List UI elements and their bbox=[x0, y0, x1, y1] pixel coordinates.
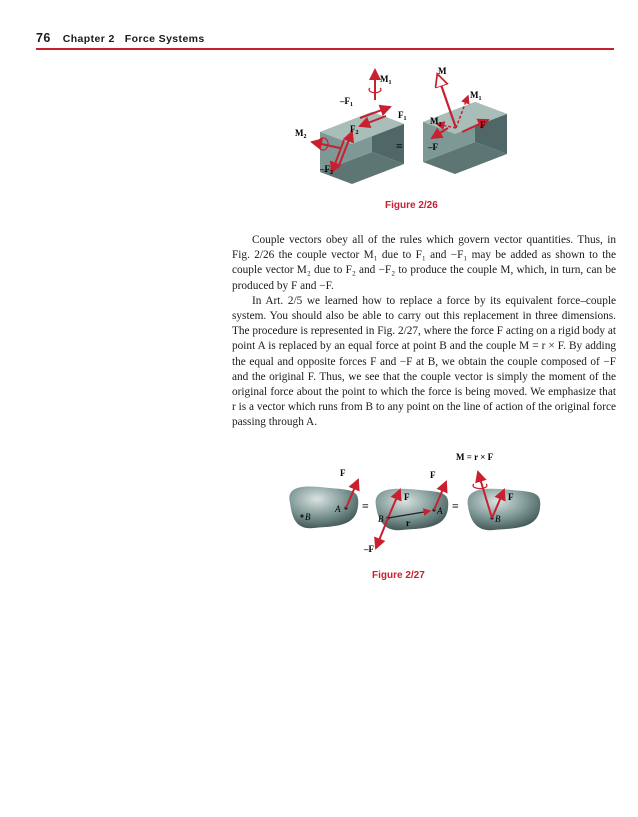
label-m: M bbox=[438, 66, 447, 76]
point-b1 bbox=[300, 514, 303, 517]
equiv-sign: ≡ bbox=[396, 139, 403, 153]
label-f-mid: F bbox=[404, 492, 410, 502]
paragraph-1: Couple vectors obey all of the rules which govern vector quantities. Thus, in Fig. 2/26 the couple vector M₁ due to F₁ and −F₁ may be added as shown to the couple vector M₂ due to F₂ and −F₂ to produce the couple M, which, in turn, can be produced by F and −F. bbox=[232, 234, 616, 292]
label-neg-f: –F bbox=[428, 142, 438, 152]
label-m1: $M_1$ bbox=[380, 74, 392, 86]
chapter-label: Chapter 2 bbox=[62, 33, 115, 45]
label-f-3: F bbox=[508, 492, 514, 502]
label-neg-f-27: –F bbox=[364, 544, 374, 554]
label-r: r bbox=[406, 518, 410, 528]
label-m2: $M_2$ bbox=[295, 128, 307, 140]
equiv-sign-1: ≡ bbox=[362, 499, 369, 513]
label-f2: $F_2$ bbox=[350, 124, 359, 136]
figure-2-27-caption: Figure 2/27 bbox=[372, 570, 425, 581]
rigid-body-1 bbox=[289, 487, 358, 529]
paragraph-2: In Art. 2/5 we learned how to replace a force by its equivalent force–couple system. You should also be able to carry out this replacement in three dimensions. The procedure is represented in Fig. 2/27, where the force F acting on a rigid body at point A is replaced by an equal force at point B and the couple M = r × F. By adding the equal and opposite forces F and −F at B, we obtain the couple composed of −F and the original F. Thus, we see that the couple vector is simply the moment of the original force about the point to which the force is being moved. We emphasize that r is a vector which runs from B to any point on the line of action of the original force passing through A. bbox=[232, 294, 616, 429]
body-text bbox=[232, 233, 616, 431]
label-right-m2: $M_2$ bbox=[430, 116, 442, 128]
label-m-equals-r-cross-f: M = r × F bbox=[456, 452, 494, 462]
label-a-1: A bbox=[335, 504, 341, 514]
page-number: 76 bbox=[36, 31, 51, 45]
label-b-3: B bbox=[495, 514, 501, 524]
label-neg-f1: $-F_1$ bbox=[340, 96, 353, 108]
equiv-sign-2: ≡ bbox=[452, 499, 459, 513]
figure-2-27 bbox=[280, 448, 580, 558]
label-a-2: A bbox=[437, 506, 443, 516]
page-header bbox=[36, 31, 614, 50]
figure-2-26-caption: Figure 2/26 bbox=[385, 200, 438, 211]
label-right-m1: $M_1$ bbox=[470, 90, 482, 102]
label-b-1: B bbox=[305, 512, 311, 522]
label-f-2: F bbox=[430, 470, 436, 480]
rigid-body-3 bbox=[468, 489, 541, 530]
label-f: F bbox=[480, 120, 486, 130]
label-f1: $F_1$ bbox=[398, 110, 407, 122]
chapter-title: Force Systems bbox=[124, 33, 205, 45]
label-f-1: F bbox=[340, 468, 346, 478]
label-neg-f2: $-F_2$ bbox=[320, 164, 333, 176]
figure-2-26 bbox=[290, 60, 510, 200]
label-b-2: B bbox=[378, 514, 384, 524]
right-block bbox=[423, 102, 507, 174]
